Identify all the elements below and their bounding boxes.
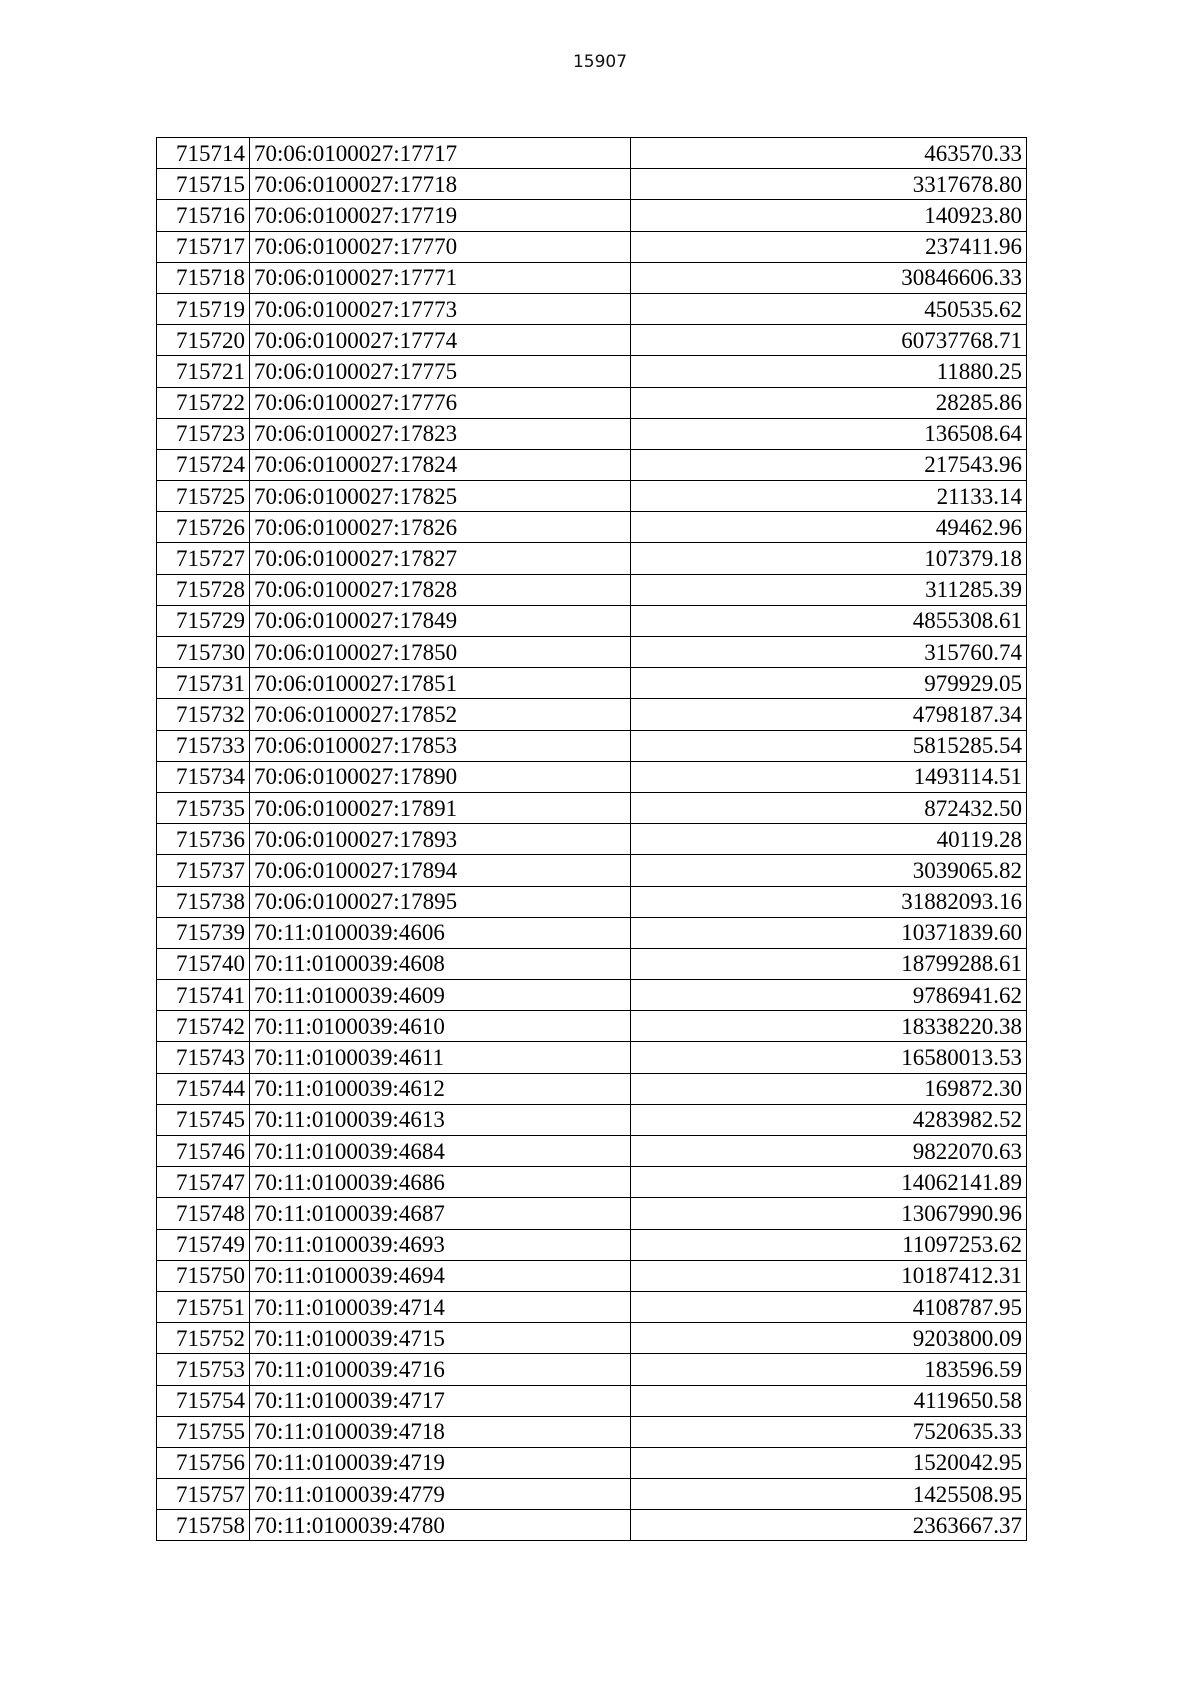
value-cell: 30846606.33: [631, 262, 1027, 293]
value-cell: 7520635.33: [631, 1416, 1027, 1447]
cadastral-number-cell: 70:11:0100039:4606: [250, 917, 631, 948]
table-row: [157, 637, 1027, 668]
row-number-cell: 715735: [157, 792, 250, 823]
cadastral-number-cell: 70:06:0100027:17894: [250, 855, 631, 886]
table-row: [157, 449, 1027, 480]
cadastral-number-cell: 70:11:0100039:4611: [250, 1042, 631, 1073]
cadastral-number-cell: 70:06:0100027:17849: [250, 605, 631, 636]
cadastral-number-cell: 70:06:0100027:17825: [250, 481, 631, 512]
cadastral-number-cell: 70:06:0100027:17853: [250, 730, 631, 761]
row-number-cell: 715731: [157, 668, 250, 699]
value-cell: 14062141.89: [631, 1167, 1027, 1198]
table-row: [157, 512, 1027, 543]
cadastral-number-cell: 70:11:0100039:4716: [250, 1354, 631, 1385]
row-number-cell: 715723: [157, 418, 250, 449]
value-cell: 136508.64: [631, 418, 1027, 449]
row-number-cell: 715741: [157, 980, 250, 1011]
table-row: [157, 1229, 1027, 1260]
cadastral-number-cell: 70:11:0100039:4718: [250, 1416, 631, 1447]
table-row: [157, 1073, 1027, 1104]
table-row: [157, 262, 1027, 293]
value-cell: 4798187.34: [631, 699, 1027, 730]
row-number-cell: 715714: [157, 138, 250, 169]
value-cell: 3039065.82: [631, 855, 1027, 886]
table-row: [157, 917, 1027, 948]
table-row: [157, 699, 1027, 730]
table-row: [157, 886, 1027, 917]
value-cell: 3317678.80: [631, 169, 1027, 200]
value-cell: 5815285.54: [631, 730, 1027, 761]
cadastral-value-table: [156, 137, 1027, 1541]
value-cell: 463570.33: [631, 138, 1027, 169]
value-cell: 315760.74: [631, 637, 1027, 668]
cadastral-number-cell: 70:06:0100027:17824: [250, 449, 631, 480]
table-row: [157, 325, 1027, 356]
row-number-cell: 715749: [157, 1229, 250, 1260]
row-number-cell: 715736: [157, 824, 250, 855]
row-number-cell: 715726: [157, 512, 250, 543]
table-row: [157, 1385, 1027, 1416]
table-row: [157, 1042, 1027, 1073]
value-cell: 237411.96: [631, 231, 1027, 262]
value-cell: 9786941.62: [631, 980, 1027, 1011]
table-row: [157, 1104, 1027, 1135]
value-cell: 60737768.71: [631, 325, 1027, 356]
value-cell: 28285.86: [631, 387, 1027, 418]
cadastral-number-cell: 70:11:0100039:4687: [250, 1198, 631, 1229]
cadastral-number-cell: 70:11:0100039:4608: [250, 948, 631, 979]
value-cell: 107379.18: [631, 543, 1027, 574]
row-number-cell: 715744: [157, 1073, 250, 1104]
cadastral-number-cell: 70:06:0100027:17773: [250, 293, 631, 324]
cadastral-number-cell: 70:06:0100027:17826: [250, 512, 631, 543]
row-number-cell: 715737: [157, 855, 250, 886]
cadastral-number-cell: 70:06:0100027:17718: [250, 169, 631, 200]
value-cell: 11880.25: [631, 356, 1027, 387]
table-row: [157, 387, 1027, 418]
table-row: [157, 1416, 1027, 1447]
value-cell: 10187412.31: [631, 1260, 1027, 1291]
cadastral-number-cell: 70:06:0100027:17774: [250, 325, 631, 356]
row-number-cell: 715757: [157, 1479, 250, 1510]
row-number-cell: 715718: [157, 262, 250, 293]
row-number-cell: 715752: [157, 1323, 250, 1354]
table-row: [157, 824, 1027, 855]
table-row: [157, 1260, 1027, 1291]
cadastral-number-cell: 70:11:0100039:4684: [250, 1136, 631, 1167]
value-cell: 4108787.95: [631, 1291, 1027, 1322]
row-number-cell: 715728: [157, 574, 250, 605]
cadastral-number-cell: 70:06:0100027:17717: [250, 138, 631, 169]
value-cell: 311285.39: [631, 574, 1027, 605]
cadastral-number-cell: 70:06:0100027:17890: [250, 761, 631, 792]
cadastral-number-cell: 70:06:0100027:17719: [250, 200, 631, 231]
cadastral-number-cell: 70:11:0100039:4693: [250, 1229, 631, 1260]
table-row: [157, 574, 1027, 605]
row-number-cell: 715745: [157, 1104, 250, 1135]
row-number-cell: 715719: [157, 293, 250, 324]
row-number-cell: 715724: [157, 449, 250, 480]
value-cell: 450535.62: [631, 293, 1027, 324]
row-number-cell: 715722: [157, 387, 250, 418]
value-cell: 21133.14: [631, 481, 1027, 512]
row-number-cell: 715756: [157, 1447, 250, 1478]
cadastral-number-cell: 70:06:0100027:17852: [250, 699, 631, 730]
cadastral-number-cell: 70:06:0100027:17771: [250, 262, 631, 293]
value-cell: 18338220.38: [631, 1011, 1027, 1042]
cadastral-number-cell: 70:06:0100027:17893: [250, 824, 631, 855]
table-row: [157, 1167, 1027, 1198]
row-number-cell: 715725: [157, 481, 250, 512]
table-row: [157, 356, 1027, 387]
value-cell: 13067990.96: [631, 1198, 1027, 1229]
row-number-cell: 715747: [157, 1167, 250, 1198]
table-row: [157, 418, 1027, 449]
table-row: [157, 543, 1027, 574]
table-row: [157, 200, 1027, 231]
value-cell: 31882093.16: [631, 886, 1027, 917]
cadastral-number-cell: 70:06:0100027:17891: [250, 792, 631, 823]
row-number-cell: 715727: [157, 543, 250, 574]
table-row: [157, 1198, 1027, 1229]
value-cell: 4119650.58: [631, 1385, 1027, 1416]
cadastral-number-cell: 70:06:0100027:17851: [250, 668, 631, 699]
cadastral-number-cell: 70:11:0100039:4694: [250, 1260, 631, 1291]
value-cell: 140923.80: [631, 200, 1027, 231]
table-row: [157, 1136, 1027, 1167]
value-cell: 1425508.95: [631, 1479, 1027, 1510]
value-cell: 49462.96: [631, 512, 1027, 543]
value-cell: 2363667.37: [631, 1510, 1027, 1541]
row-number-cell: 715755: [157, 1416, 250, 1447]
row-number-cell: 715715: [157, 169, 250, 200]
value-cell: 9822070.63: [631, 1136, 1027, 1167]
table-row: [157, 1447, 1027, 1478]
value-cell: 4283982.52: [631, 1104, 1027, 1135]
row-number-cell: 715742: [157, 1011, 250, 1042]
table-row: [157, 855, 1027, 886]
row-number-cell: 715740: [157, 948, 250, 979]
table-body: [157, 138, 1027, 1541]
value-cell: 16580013.53: [631, 1042, 1027, 1073]
row-number-cell: 715754: [157, 1385, 250, 1416]
table-row: [157, 169, 1027, 200]
row-number-cell: 715748: [157, 1198, 250, 1229]
table-row: [157, 948, 1027, 979]
row-number-cell: 715733: [157, 730, 250, 761]
table-row: [157, 481, 1027, 512]
cadastral-number-cell: 70:06:0100027:17827: [250, 543, 631, 574]
value-cell: 11097253.62: [631, 1229, 1027, 1260]
table-row: [157, 293, 1027, 324]
table-row: [157, 138, 1027, 169]
cadastral-number-cell: 70:11:0100039:4612: [250, 1073, 631, 1104]
row-number-cell: 715750: [157, 1260, 250, 1291]
cadastral-number-cell: 70:11:0100039:4717: [250, 1385, 631, 1416]
row-number-cell: 715743: [157, 1042, 250, 1073]
cadastral-number-cell: 70:11:0100039:4780: [250, 1510, 631, 1541]
row-number-cell: 715738: [157, 886, 250, 917]
table-row: [157, 761, 1027, 792]
cadastral-number-cell: 70:06:0100027:17775: [250, 356, 631, 387]
table-row: [157, 1354, 1027, 1385]
value-cell: 18799288.61: [631, 948, 1027, 979]
value-cell: 217543.96: [631, 449, 1027, 480]
value-cell: 872432.50: [631, 792, 1027, 823]
cadastral-number-cell: 70:06:0100027:17850: [250, 637, 631, 668]
table-row: [157, 1011, 1027, 1042]
value-cell: 169872.30: [631, 1073, 1027, 1104]
row-number-cell: 715746: [157, 1136, 250, 1167]
value-cell: 4855308.61: [631, 605, 1027, 636]
cadastral-number-cell: 70:06:0100027:17828: [250, 574, 631, 605]
cadastral-number-cell: 70:11:0100039:4686: [250, 1167, 631, 1198]
table-row: [157, 231, 1027, 262]
row-number-cell: 715734: [157, 761, 250, 792]
row-number-cell: 715717: [157, 231, 250, 262]
table-row: [157, 605, 1027, 636]
row-number-cell: 715729: [157, 605, 250, 636]
table-row: [157, 1479, 1027, 1510]
row-number-cell: 715730: [157, 637, 250, 668]
page-number: 15907: [572, 52, 628, 72]
cadastral-number-cell: 70:11:0100039:4613: [250, 1104, 631, 1135]
cadastral-number-cell: 70:11:0100039:4715: [250, 1323, 631, 1354]
row-number-cell: 715716: [157, 200, 250, 231]
table-row: [157, 980, 1027, 1011]
row-number-cell: 715721: [157, 356, 250, 387]
table-row: [157, 1510, 1027, 1541]
row-number-cell: 715753: [157, 1354, 250, 1385]
table-row: [157, 1291, 1027, 1322]
cadastral-number-cell: 70:11:0100039:4779: [250, 1479, 631, 1510]
cadastral-number-cell: 70:11:0100039:4719: [250, 1447, 631, 1478]
value-cell: 40119.28: [631, 824, 1027, 855]
cadastral-number-cell: 70:06:0100027:17823: [250, 418, 631, 449]
value-cell: 183596.59: [631, 1354, 1027, 1385]
cadastral-number-cell: 70:06:0100027:17895: [250, 886, 631, 917]
value-cell: 1493114.51: [631, 761, 1027, 792]
row-number-cell: 715732: [157, 699, 250, 730]
table-row: [157, 792, 1027, 823]
cadastral-number-cell: 70:11:0100039:4714: [250, 1291, 631, 1322]
value-cell: 9203800.09: [631, 1323, 1027, 1354]
table-row: [157, 1323, 1027, 1354]
row-number-cell: 715751: [157, 1291, 250, 1322]
cadastral-number-cell: 70:06:0100027:17770: [250, 231, 631, 262]
value-cell: 979929.05: [631, 668, 1027, 699]
value-cell: 10371839.60: [631, 917, 1027, 948]
row-number-cell: 715720: [157, 325, 250, 356]
cadastral-number-cell: 70:11:0100039:4609: [250, 980, 631, 1011]
cadastral-number-cell: 70:06:0100027:17776: [250, 387, 631, 418]
row-number-cell: 715739: [157, 917, 250, 948]
table-row: [157, 730, 1027, 761]
row-number-cell: 715758: [157, 1510, 250, 1541]
value-cell: 1520042.95: [631, 1447, 1027, 1478]
table-row: [157, 668, 1027, 699]
cadastral-number-cell: 70:11:0100039:4610: [250, 1011, 631, 1042]
